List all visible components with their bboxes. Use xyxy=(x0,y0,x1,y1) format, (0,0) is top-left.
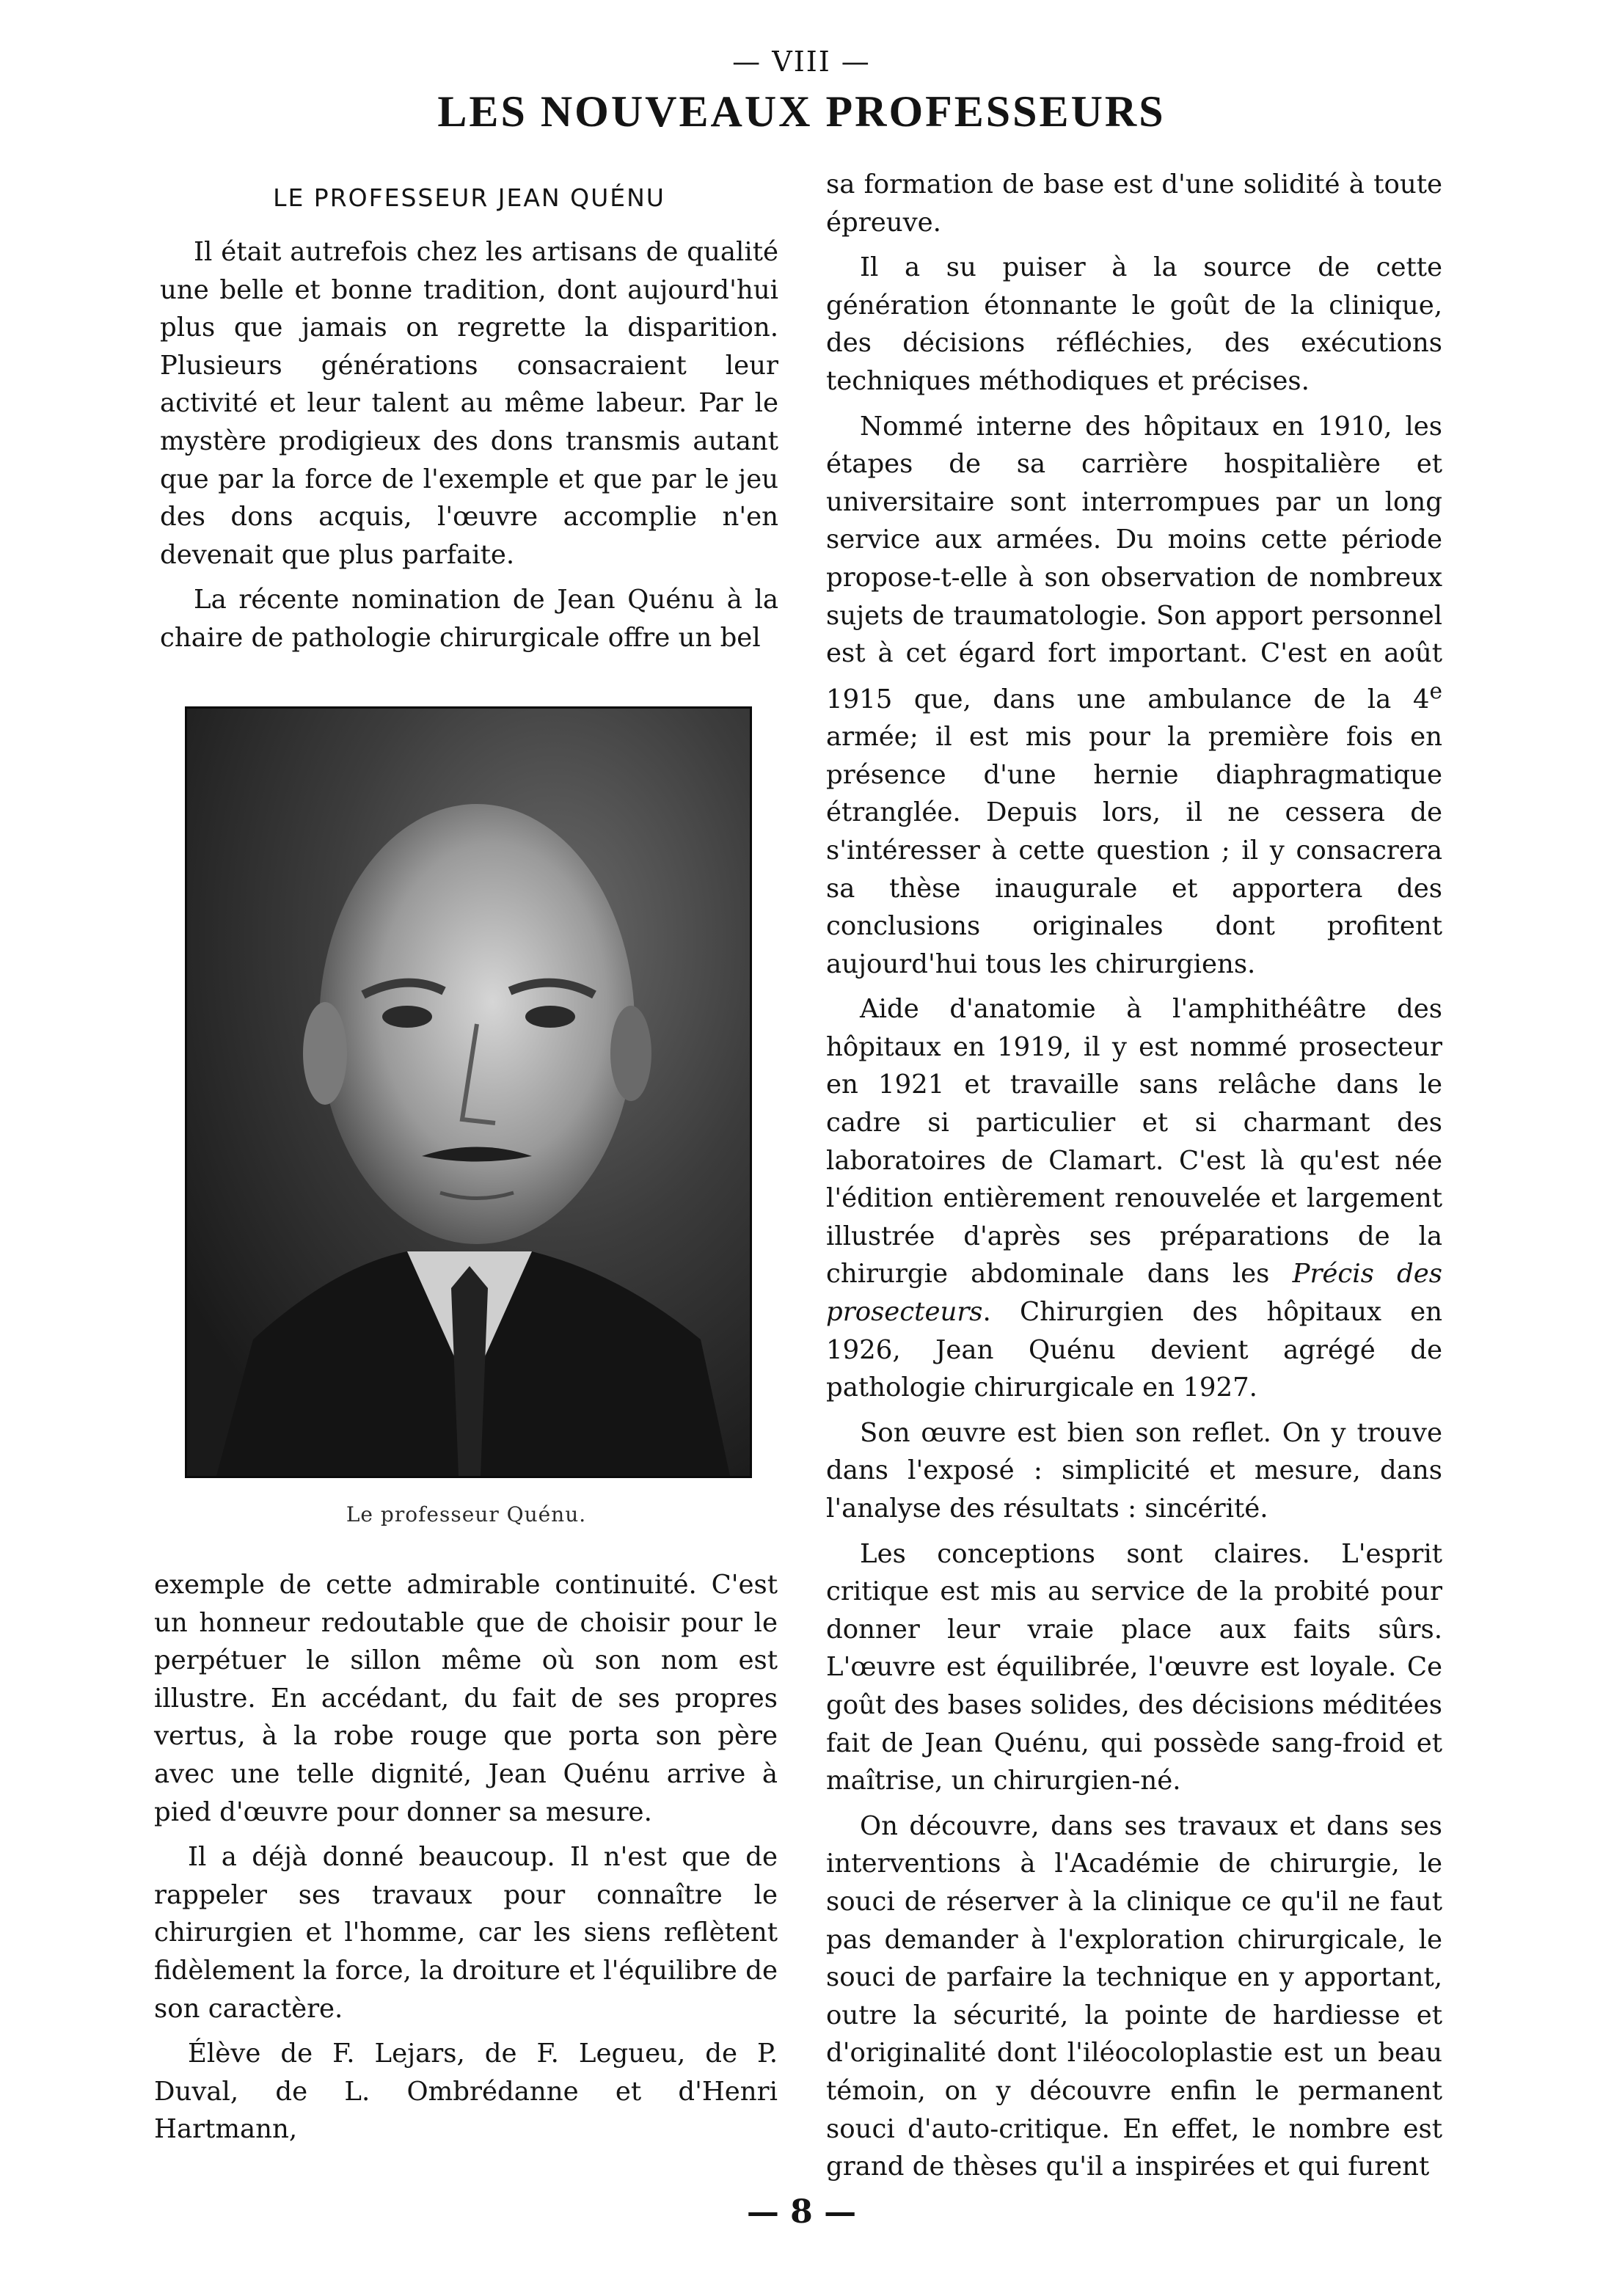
text-segment: Nommé interne des hôpitaux en 1910, les étapes de sa carrière hospitalière et universitaire sont interrompues par un long service aux armées. Du moins cette période propose-t-elle à son observation de nombreux sujets de traumatologie. Son apport personnel est à cet égard fort important. C'est en août 1915 que, dans une ambulance de la 4 xyxy=(826,411,1442,714)
paragraph: La récente nomination de Jean Quénu à la chaire de pathologie chirurgicale offre un bel xyxy=(160,585,778,653)
paragraph: Élève de F. Lejars, de F. Legueu, de P. Duval, de L. Ombrédanne et d'Henri Hartmann, xyxy=(154,2039,778,2145)
left-column-bottom xyxy=(154,1566,778,2156)
text-segment: Aide d'anatomie à l'amphithéâtre des hôpitaux en 1919, il y est nommé prosecteur en 1921 et travaille sans relâche dans le cadre si particulier et si charmant des laboratoires de Clamart. C'est là qu'est née l'édition entièrement renouvelée et largement illustrée d'après ses préparations de la chirurgie abdominale dans les xyxy=(826,994,1442,1290)
portrait-photo xyxy=(185,706,752,1478)
page-number: — 8 — xyxy=(746,2193,857,2231)
text-segment: armée; il est mis pour la première fois en présence d'une hernie diaphragmatique étranglée. Depuis lors, il ne cessera de s'intéresser à cette question ; il y consacrera sa thèse inaugurale et apportera des conclusions originales dont profitent aujourd'hui tous les chirurgiens. xyxy=(826,722,1442,979)
article-heading: LE PROFESSEUR JEAN QUÉNU xyxy=(273,183,665,212)
paragraph: Les conceptions sont claires. L'esprit critique est mis au service de la probité pour donner leur vraie place aux faits sûrs. L'œuvre est équilibrée, l'œuvre est loyale. Ce goût des bases solides, des décisions méditées fait de Jean Quénu, qui possède sang-froid et maîtrise, un chirurgien-né. xyxy=(826,1538,1442,1796)
paragraph: sa formation de base est d'une solidité à toute épreuve. xyxy=(826,169,1442,238)
text-segment: . Chirurgien des hôpitaux en 1926, Jean Quénu devient agrégé de pathologie chirurgicale en 1927. xyxy=(826,1297,1442,1403)
left-column-top xyxy=(160,233,778,665)
book-title: Précis des prosecteurs xyxy=(826,1259,1442,1328)
page-folio: — VIII — xyxy=(732,45,871,78)
photo-caption: Le professeur Quénu. xyxy=(346,1502,587,1527)
paragraph: Il a déjà donné beaucoup. Il n'est que de rappeler ses travaux pour connaître le chirurgien et l'homme, car les siens reflètent fidèlement la force, la droiture et l'équilibre de son caractère. xyxy=(154,1842,778,2024)
paragraph: exemple de cette admirable continuité. C'est un honneur redoutable que de choisir pour le perpétuer le sillon même où son nom est illustre. En accédant, du fait de ses propres vertus, à la robe rouge que porta son père avec une telle dignité, Jean Quénu arrive à pied d'œuvre pour donner sa mesure. xyxy=(154,1570,778,1827)
paragraph xyxy=(826,408,1442,984)
paragraph: Son œuvre est bien son reflet. On y trouve dans l'exposé : simplicité et mesure, dans l'analyse des résultats : sincérité. xyxy=(826,1417,1442,1524)
paragraph: Il était autrefois chez les artisans de qualité une belle et bonne tradition, dont aujourd'hui plus que jamais on regrette la disparition. Plusieurs générations consacraient leur activité et leur talent au même labeur. Par le mystère prodigieux des dons transmis autant que par la force de l'exemple et que par le jeu des dons acquis, l'œuvre accomplie n'en devenait que plus parfaite. xyxy=(160,237,778,570)
paragraph: On découvre, dans ses travaux et dans ses interventions à l'Académie de chirurgie, le souci de réserver à la clinique ce qu'il ne faut pas demander à l'exploration chirurgicale, le souci de parfaire la technique en y apportant, outre la sécurité, la pointe de hardiesse et d'originalité dont l'iléocoloplastie est un beau témoin, on y découvre enfin le permanent souci d'auto-critique. En effet, le nombre est grand de thèses qu'il a inspirées et qui furent xyxy=(826,1810,1442,2182)
right-column xyxy=(826,166,1442,2193)
page-title: LES NOUVEAUX PROFESSEURS xyxy=(437,87,1166,136)
paragraph xyxy=(826,990,1442,1407)
superscript: e xyxy=(1429,678,1442,703)
paragraph: Il a su puiser à la source de cette génération étonnante le goût de la clinique, des décisions réfléchies, des exécutions techniques méthodiques et précises. xyxy=(826,252,1442,396)
